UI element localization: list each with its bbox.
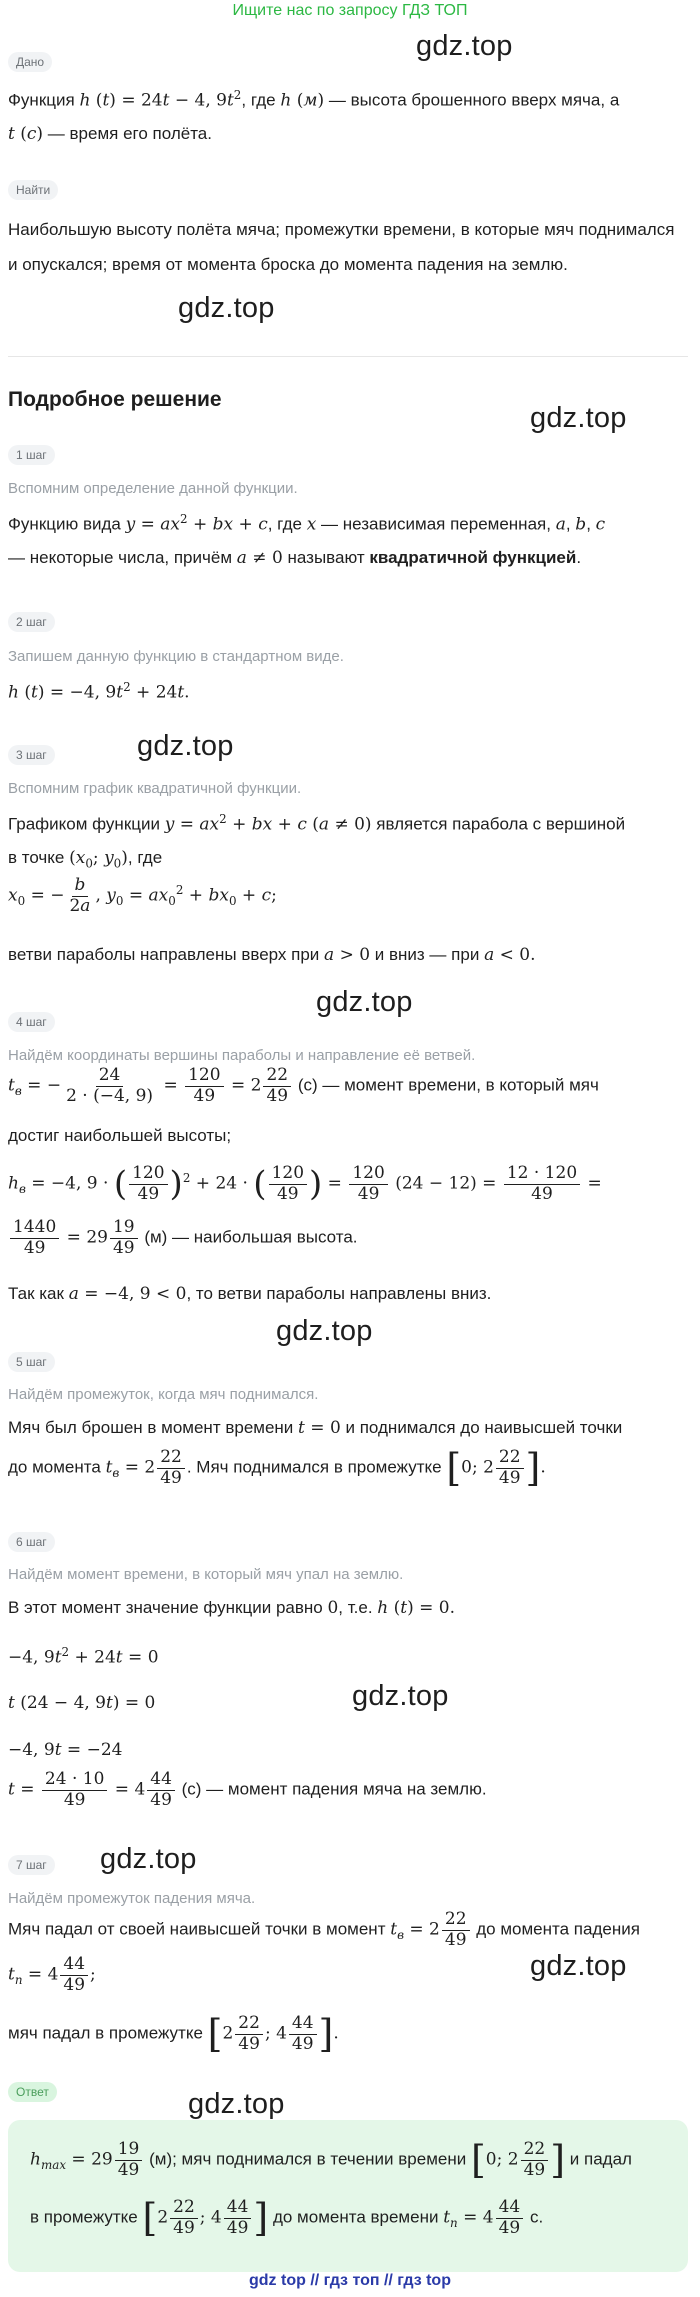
watermark: gdz.top — [178, 292, 275, 324]
watermark: gdz.top — [276, 1315, 373, 1347]
search-banner: Ищите нас по запросу ГДЗ ТОП — [232, 2, 468, 19]
watermark: gdz.top — [100, 1843, 197, 1875]
given-line-2: t (c) — время его полёта. — [8, 124, 212, 144]
step7-line-1: Мяч падал от своей наивысшей точки в момент $t_в = 2$ $\frac{22}{49}$ до момента падения — [8, 1909, 640, 1950]
step6-eq-3: −4, 9t = −24 — [8, 1740, 123, 1760]
step3-line-2: в точке ($x_0$; $y_0$), где — [8, 848, 163, 871]
footer-links[interactable]: gdz top // гдз топ // гдз top — [249, 2272, 451, 2289]
step-badge: 5 шаг — [8, 1352, 55, 1372]
step-hint: Найдём промежуток падения мяча. — [8, 1890, 256, 1907]
given-line-1: Функция h (t) = 24t − 4, $9t^2$, где h (м) — высота брошенного вверх мяча, а — [8, 88, 620, 111]
step6-eq-2: t (24 − 4, 9t) = 0 — [8, 1693, 156, 1713]
step4-line-2: достиг наибольшей высоты; — [8, 1126, 232, 1145]
step5-line-2: до момента $t_в = 2$ $\frac{22}{49}$ . Мяч поднимался в промежутке [0; 2 $\frac{22}{49}$ ]. — [8, 1446, 546, 1491]
step-hint: Найдём промежуток, когда мяч поднимался. — [8, 1386, 319, 1403]
step6-line-1: В этот момент значение функции равно 0, т.е. h (t) = 0. — [8, 1598, 456, 1618]
step-hint: Найдём координаты вершины параболы и направление её ветвей. — [8, 1047, 476, 1064]
step1-line-2: — некоторые числа, причём a ≠ 0 называют квадратичной функцией. — [8, 548, 582, 568]
step4-hv-result: $\frac{1440}{49}$ = 29 $\frac{19}{49}$ (м) — наибольшая высота. — [8, 1218, 358, 1258]
step6-eq-1: −4, $9t^2 + 24t = 0$ — [8, 1645, 159, 1668]
step-hint: Найдём момент времени, в который мяч упал на землю. — [8, 1566, 404, 1583]
step7-line-3: мяч падал в промежутке [2 $\frac{22}{49}$ ; 4 $\frac{44}{49}$ ]. — [8, 2012, 339, 2057]
step-badge: 7 шаг — [8, 1855, 55, 1875]
step2-formula: h (t) = −4, $9t^2 + 24t$. — [8, 680, 190, 703]
find-badge: Найти — [8, 180, 58, 200]
find-text: Наибольшую высоту полёта мяча; промежутки времени, в которые мяч поднимался и опускался; время от момента броска до момента падения на землю. — [8, 220, 675, 274]
step3-line-4: ветви параболы направлены вверх при a > 0 и вниз — при a < 0. — [8, 945, 536, 965]
step5-line-1: Мяч был брошен в момент времени t = 0 и поднимался до наивысшей точки — [8, 1418, 623, 1438]
step1-line-1: Функцию вида $y = ax^2$ + bx + c, где x — независимая переменная, a, b, c — [8, 512, 606, 535]
answer-badge: Ответ — [8, 2082, 57, 2102]
step4-line-5: Так как a = −4, 9 < 0, то ветви параболы направлены вниз. — [8, 1284, 492, 1304]
watermark: gdz.top — [316, 986, 413, 1018]
watermark: gdz.top — [188, 2088, 285, 2120]
step-hint: Запишем данную функцию в стандартном виде. — [8, 648, 344, 665]
step-badge: 2 шаг — [8, 612, 55, 632]
step7-line-2: $t_п = 4$ $\frac{44}{49}$ ; — [8, 1954, 96, 1995]
step-badge: 3 шаг — [8, 745, 55, 765]
step4-tv-formula: $t_в$ = − $\frac{24}{2 \cdot (-4, 9)}$ = $\frac{120}{49}$ = 2 $\frac{22}{49}$ (с) — момент времени, в который мяч — [8, 1065, 599, 1106]
step3-line-1: Графиком функции $y = ax^2$ + bx + c (a ≠ 0) является парабола с вершиной — [8, 812, 626, 835]
step-badge: 4 шаг — [8, 1012, 55, 1032]
watermark: gdz.top — [530, 402, 627, 434]
step-hint: Вспомним график квадратичной функции. — [8, 780, 302, 797]
answer-line-2: в промежутке [2 $\frac{22}{49}$ ; 4 $\frac{44}{49}$ ] до момента времени $t_п = 4$ $\frac{44}{49}$ с. — [30, 2196, 544, 2241]
step4-hv-formula: $h_в = -4$, 9 · ( $\frac{120}{49}$ )$^2$ + 24 · ( $\frac{120}{49}$ ) = $\frac{120}{49}$ (24 − 12) = $\frac{12 \cdot 120}{49}$ = — [8, 1163, 602, 1205]
watermark: gdz.top — [137, 730, 234, 762]
divider — [8, 356, 688, 357]
step-badge: 6 шаг — [8, 1532, 55, 1552]
watermark: gdz.top — [352, 1680, 449, 1712]
step3-vertex-formula: $x_0$ = − $\frac{b}{2a}$ , $y_0 = ax_0^2 + bx_0 + c$; — [8, 875, 277, 916]
step6-eq-4: t = $\frac{24 \cdot 10}{49}$ = 4 $\frac{44}{49}$ (с) — момент падения мяча на землю. — [8, 1769, 487, 1810]
step-hint: Вспомним определение данной функции. — [8, 480, 298, 497]
watermark: gdz.top — [530, 1950, 627, 1982]
watermark: gdz.top — [416, 30, 513, 62]
given-badge: Дано — [8, 52, 52, 72]
step-badge: 1 шаг — [8, 445, 55, 465]
solution-title: Подробное решение — [8, 388, 222, 411]
answer-line-1: $h_{max} = 29$ $\frac{19}{49}$ (м); мяч поднимался в течении времени [0; 2 $\frac{22}{49}$ ] и падал — [30, 2138, 632, 2183]
